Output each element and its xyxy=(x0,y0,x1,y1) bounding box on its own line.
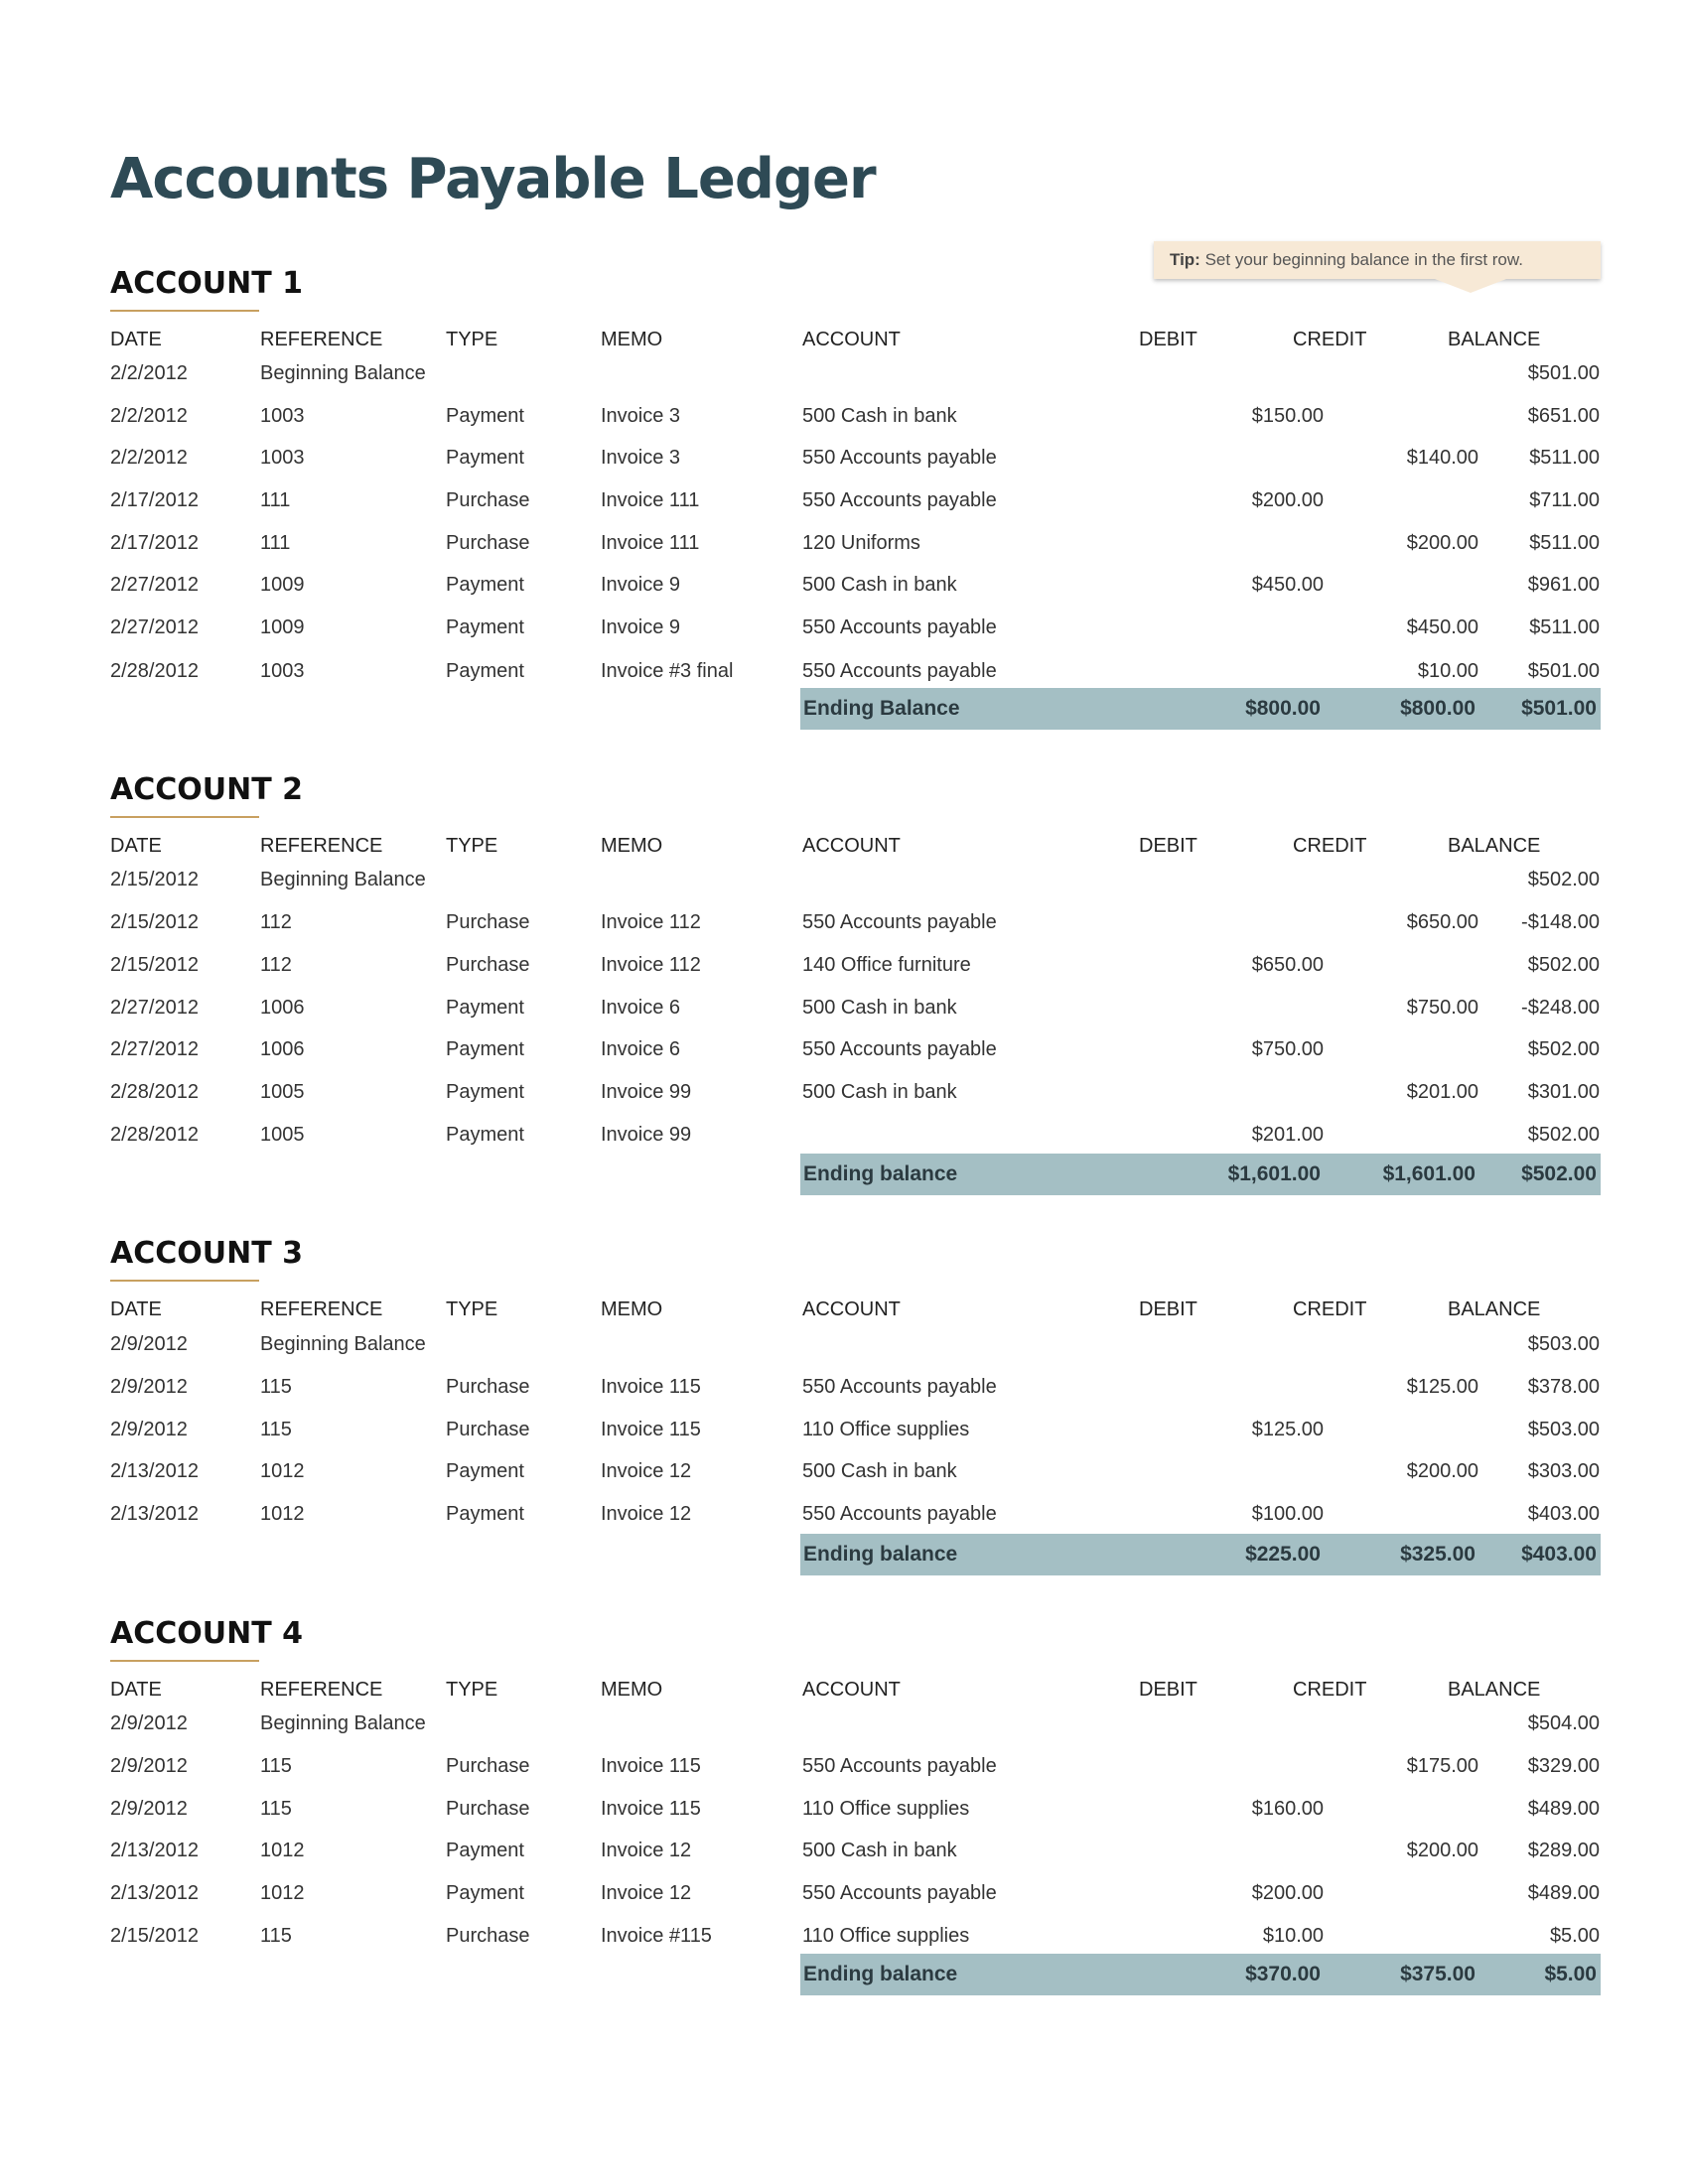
cell-memo: Invoice 99 xyxy=(601,1124,692,1146)
cell-memo: Invoice 6 xyxy=(601,1038,681,1060)
cell-type: Purchase xyxy=(446,489,530,511)
cell-debit: $100.00 xyxy=(1251,1503,1324,1525)
cell-debit: $450.00 xyxy=(1251,574,1324,596)
cell-reference: 1009 xyxy=(260,574,305,596)
account-title: ACCOUNT 2 xyxy=(110,772,304,807)
cell-debit: $201.00 xyxy=(1251,1124,1324,1146)
cell-date: 2/27/2012 xyxy=(110,616,199,638)
cell-reference: 1012 xyxy=(260,1840,305,1861)
cell-balance: $504.00 xyxy=(1527,1712,1600,1734)
cell-credit: $125.00 xyxy=(1406,1376,1478,1398)
cell-type: Purchase xyxy=(446,954,530,976)
cell-date: 2/9/2012 xyxy=(110,1376,188,1398)
cell-reference: 115 xyxy=(260,1755,292,1777)
cell-date: 2/17/2012 xyxy=(110,489,199,511)
cell-reference: 112 xyxy=(260,911,292,933)
cell-date: 2/9/2012 xyxy=(110,1333,188,1355)
cell-balance: $503.00 xyxy=(1527,1333,1600,1355)
ending-balance-row xyxy=(800,1154,1601,1195)
cell-credit: $200.00 xyxy=(1406,1460,1478,1482)
ledger-row xyxy=(110,1788,1600,1831)
ending-credit-total: $375.00 xyxy=(1400,1963,1476,1985)
column-header-balance: BALANCE xyxy=(1448,1679,1541,1701)
cell-date: 2/15/2012 xyxy=(110,911,199,933)
cell-account: 110 Office supplies xyxy=(802,1925,970,1947)
tip-callout xyxy=(1154,241,1601,279)
cell-debit: $200.00 xyxy=(1251,489,1324,511)
cell-type: Payment xyxy=(446,1038,524,1060)
cell-balance: -$248.00 xyxy=(1521,997,1600,1019)
cell-balance: $961.00 xyxy=(1527,574,1600,596)
column-header-memo: MEMO xyxy=(601,1679,663,1701)
column-header-credit: CREDIT xyxy=(1293,1679,1367,1701)
cell-reference: 1012 xyxy=(260,1460,305,1482)
account-title: ACCOUNT 1 xyxy=(110,266,304,301)
column-header-date: DATE xyxy=(110,835,162,857)
ledger-row xyxy=(110,1830,1600,1872)
column-header-debit: DEBIT xyxy=(1139,835,1197,857)
ending-balance-row xyxy=(800,688,1601,730)
ending-debit-total: $370.00 xyxy=(1245,1963,1321,1985)
cell-reference: 1012 xyxy=(260,1503,305,1525)
cell-account: 550 Accounts payable xyxy=(802,911,997,933)
ledger-row xyxy=(110,1745,1600,1788)
cell-credit: $10.00 xyxy=(1417,660,1478,682)
cell-memo: Invoice 12 xyxy=(601,1882,692,1904)
cell-memo: Invoice 115 xyxy=(601,1419,701,1440)
column-header-debit: DEBIT xyxy=(1139,1298,1197,1320)
account-title-underline xyxy=(110,1660,259,1662)
column-header-date: DATE xyxy=(110,329,162,350)
ending-balance-label: Ending balance xyxy=(803,1162,958,1185)
cell-date: 2/27/2012 xyxy=(110,574,199,596)
cell-date: 2/28/2012 xyxy=(110,1124,199,1146)
ledger-row xyxy=(110,1323,1600,1366)
column-header-type: TYPE xyxy=(446,835,498,857)
ledger-row xyxy=(110,522,1600,565)
cell-balance: $301.00 xyxy=(1527,1081,1600,1103)
cell-memo: Invoice 115 xyxy=(601,1798,701,1820)
cell-memo: Invoice 9 xyxy=(601,574,681,596)
cell-debit: $650.00 xyxy=(1251,954,1324,976)
column-header-account: ACCOUNT xyxy=(802,1298,901,1320)
cell-credit: $140.00 xyxy=(1406,447,1478,469)
cell-balance: $303.00 xyxy=(1527,1460,1600,1482)
cell-balance: $501.00 xyxy=(1527,660,1600,682)
ledger-row xyxy=(110,650,1600,693)
column-header-balance: BALANCE xyxy=(1448,329,1541,350)
cell-account: 110 Office supplies xyxy=(802,1419,970,1440)
column-header-date: DATE xyxy=(110,1679,162,1701)
cell-balance: $511.00 xyxy=(1529,447,1600,469)
ledger-row xyxy=(110,1450,1600,1493)
page-title: Accounts Payable Ledger xyxy=(110,147,876,211)
ending-credit-total: $325.00 xyxy=(1400,1543,1476,1566)
cell-account: 500 Cash in bank xyxy=(802,1460,957,1482)
cell-date: 2/13/2012 xyxy=(110,1882,199,1904)
cell-reference: 1003 xyxy=(260,405,305,427)
cell-balance: $502.00 xyxy=(1527,1038,1600,1060)
cell-memo: Invoice 112 xyxy=(601,911,701,933)
cell-reference: Beginning Balance xyxy=(260,362,426,384)
ledger-row xyxy=(110,352,1600,395)
column-header-type: TYPE xyxy=(446,1298,498,1320)
cell-date: 2/15/2012 xyxy=(110,954,199,976)
cell-date: 2/2/2012 xyxy=(110,362,188,384)
cell-account: 500 Cash in bank xyxy=(802,1840,957,1861)
cell-reference: 1003 xyxy=(260,660,305,682)
cell-reference: 115 xyxy=(260,1798,292,1820)
ending-balance-label: Ending Balance xyxy=(803,697,960,720)
cell-balance: $289.00 xyxy=(1527,1840,1600,1861)
cell-reference: 115 xyxy=(260,1419,292,1440)
cell-balance: $502.00 xyxy=(1527,954,1600,976)
cell-reference: Beginning Balance xyxy=(260,869,426,890)
cell-debit: $125.00 xyxy=(1251,1419,1324,1440)
cell-date: 2/13/2012 xyxy=(110,1503,199,1525)
cell-date: 2/2/2012 xyxy=(110,447,188,469)
cell-reference: 115 xyxy=(260,1376,292,1398)
tip-label: Tip: xyxy=(1170,250,1200,269)
cell-reference: 111 xyxy=(260,532,291,554)
cell-type: Payment xyxy=(446,1124,524,1146)
cell-balance: $501.00 xyxy=(1527,362,1600,384)
ending-debit-total: $1,601.00 xyxy=(1227,1162,1321,1185)
cell-debit: $150.00 xyxy=(1251,405,1324,427)
ending-credit-total: $800.00 xyxy=(1400,697,1476,720)
cell-debit: $160.00 xyxy=(1251,1798,1324,1820)
cell-account: 120 Uniforms xyxy=(802,532,920,554)
ledger-row xyxy=(110,901,1600,944)
cell-type: Payment xyxy=(446,1503,524,1525)
cell-account: 500 Cash in bank xyxy=(802,1081,957,1103)
column-header-balance: BALANCE xyxy=(1448,1298,1541,1320)
ledger-row xyxy=(110,944,1600,987)
ledger-row xyxy=(110,1703,1600,1745)
cell-date: 2/2/2012 xyxy=(110,405,188,427)
ending-balance-row xyxy=(800,1954,1601,1995)
column-header-date: DATE xyxy=(110,1298,162,1320)
cell-type: Purchase xyxy=(446,1925,530,1947)
cell-date: 2/9/2012 xyxy=(110,1755,188,1777)
cell-account: 500 Cash in bank xyxy=(802,405,957,427)
column-header-debit: DEBIT xyxy=(1139,329,1197,350)
cell-date: 2/15/2012 xyxy=(110,1925,199,1947)
cell-memo: Invoice 3 xyxy=(601,447,681,469)
cell-credit: $175.00 xyxy=(1406,1755,1478,1777)
column-header-memo: MEMO xyxy=(601,1298,663,1320)
cell-account: 140 Office furniture xyxy=(802,954,971,976)
ending-balance-total: $5.00 xyxy=(1544,1963,1597,1985)
cell-account: 500 Cash in bank xyxy=(802,997,957,1019)
ledger-row xyxy=(110,564,1600,607)
cell-type: Payment xyxy=(446,447,524,469)
cell-date: 2/15/2012 xyxy=(110,869,199,890)
cell-type: Payment xyxy=(446,997,524,1019)
cell-memo: Invoice 115 xyxy=(601,1376,701,1398)
cell-date: 2/28/2012 xyxy=(110,660,199,682)
ending-credit-total: $1,601.00 xyxy=(1382,1162,1476,1185)
ledger-row xyxy=(110,987,1600,1029)
cell-reference: 1009 xyxy=(260,616,305,638)
cell-memo: Invoice #115 xyxy=(601,1925,712,1947)
cell-account: 500 Cash in bank xyxy=(802,574,957,596)
cell-credit: $201.00 xyxy=(1406,1081,1478,1103)
cell-date: 2/13/2012 xyxy=(110,1460,199,1482)
ledger-row xyxy=(110,607,1600,649)
column-header-reference: REFERENCE xyxy=(260,1298,383,1320)
cell-date: 2/28/2012 xyxy=(110,1081,199,1103)
ledger-row xyxy=(110,1493,1600,1536)
cell-memo: Invoice 6 xyxy=(601,997,681,1019)
cell-balance: $403.00 xyxy=(1527,1503,1600,1525)
column-header-memo: MEMO xyxy=(601,835,663,857)
cell-date: 2/27/2012 xyxy=(110,997,199,1019)
cell-account: 550 Accounts payable xyxy=(802,447,997,469)
cell-reference: 112 xyxy=(260,954,292,976)
cell-account: 550 Accounts payable xyxy=(802,1503,997,1525)
cell-memo: Invoice 115 xyxy=(601,1755,701,1777)
cell-reference: 1006 xyxy=(260,997,305,1019)
column-header-reference: REFERENCE xyxy=(260,1679,383,1701)
cell-type: Purchase xyxy=(446,1419,530,1440)
ledger-row xyxy=(110,1071,1600,1114)
cell-date: 2/27/2012 xyxy=(110,1038,199,1060)
ledger-row xyxy=(110,859,1600,901)
cell-balance: -$148.00 xyxy=(1521,911,1600,933)
ledger-row xyxy=(110,1366,1600,1409)
cell-type: Purchase xyxy=(446,1798,530,1820)
cell-reference: 1012 xyxy=(260,1882,305,1904)
cell-memo: Invoice 99 xyxy=(601,1081,692,1103)
cell-type: Payment xyxy=(446,405,524,427)
ending-balance-label: Ending balance xyxy=(803,1963,958,1985)
ledger-row xyxy=(110,1409,1600,1451)
cell-date: 2/9/2012 xyxy=(110,1712,188,1734)
ledger-row xyxy=(110,395,1600,438)
ending-balance-total: $403.00 xyxy=(1521,1543,1597,1566)
cell-account: 550 Accounts payable xyxy=(802,1376,997,1398)
cell-debit: $10.00 xyxy=(1262,1925,1324,1947)
column-header-reference: REFERENCE xyxy=(260,835,383,857)
cell-reference: 1005 xyxy=(260,1081,305,1103)
cell-account: 110 Office supplies xyxy=(802,1798,970,1820)
cell-reference: Beginning Balance xyxy=(260,1712,426,1734)
account-title-underline xyxy=(110,310,259,312)
ending-balance-row xyxy=(800,1534,1601,1575)
cell-type: Purchase xyxy=(446,532,530,554)
ending-balance-total: $501.00 xyxy=(1521,697,1597,720)
ending-debit-total: $800.00 xyxy=(1245,697,1321,720)
cell-balance: $511.00 xyxy=(1529,616,1600,638)
cell-balance: $5.00 xyxy=(1549,1925,1600,1947)
cell-credit: $450.00 xyxy=(1406,616,1478,638)
cell-balance: $651.00 xyxy=(1527,405,1600,427)
cell-type: Payment xyxy=(446,1460,524,1482)
ledger-row xyxy=(110,479,1600,522)
cell-memo: Invoice 111 xyxy=(601,489,700,511)
cell-credit: $200.00 xyxy=(1406,1840,1478,1861)
cell-memo: Invoice #3 final xyxy=(601,660,734,682)
cell-account: 550 Accounts payable xyxy=(802,1038,997,1060)
cell-type: Payment xyxy=(446,660,524,682)
cell-credit: $750.00 xyxy=(1406,997,1478,1019)
cell-memo: Invoice 112 xyxy=(601,954,701,976)
cell-balance: $329.00 xyxy=(1527,1755,1600,1777)
cell-memo: Invoice 12 xyxy=(601,1840,692,1861)
cell-credit: $200.00 xyxy=(1406,532,1478,554)
ledger-row xyxy=(110,1114,1600,1157)
cell-reference: 115 xyxy=(260,1925,292,1947)
cell-type: Payment xyxy=(446,1840,524,1861)
cell-account: 550 Accounts payable xyxy=(802,660,997,682)
cell-memo: Invoice 12 xyxy=(601,1460,692,1482)
cell-type: Payment xyxy=(446,1081,524,1103)
cell-reference: Beginning Balance xyxy=(260,1333,426,1355)
account-title-underline xyxy=(110,1280,259,1282)
column-header-credit: CREDIT xyxy=(1293,329,1367,350)
cell-debit: $750.00 xyxy=(1251,1038,1324,1060)
cell-type: Payment xyxy=(446,1882,524,1904)
column-header-account: ACCOUNT xyxy=(802,329,901,350)
cell-account: 550 Accounts payable xyxy=(802,616,997,638)
tip-text: Set your beginning balance in the first row. xyxy=(1199,250,1523,269)
account-title: ACCOUNT 3 xyxy=(110,1236,304,1271)
column-header-memo: MEMO xyxy=(601,329,663,350)
cell-account: 550 Accounts payable xyxy=(802,1755,997,1777)
cell-reference: 1003 xyxy=(260,447,305,469)
cell-date: 2/9/2012 xyxy=(110,1798,188,1820)
cell-type: Purchase xyxy=(446,1755,530,1777)
cell-memo: Invoice 111 xyxy=(601,532,700,554)
cell-reference: 1005 xyxy=(260,1124,305,1146)
column-header-type: TYPE xyxy=(446,329,498,350)
column-header-type: TYPE xyxy=(446,1679,498,1701)
cell-debit: $200.00 xyxy=(1251,1882,1324,1904)
cell-type: Purchase xyxy=(446,1376,530,1398)
ledger-row xyxy=(110,437,1600,479)
column-header-debit: DEBIT xyxy=(1139,1679,1197,1701)
cell-type: Payment xyxy=(446,616,524,638)
cell-account: 550 Accounts payable xyxy=(802,1882,997,1904)
cell-date: 2/13/2012 xyxy=(110,1840,199,1861)
cell-balance: $502.00 xyxy=(1527,1124,1600,1146)
cell-balance: $503.00 xyxy=(1527,1419,1600,1440)
cell-balance: $489.00 xyxy=(1527,1882,1600,1904)
cell-balance: $489.00 xyxy=(1527,1798,1600,1820)
cell-balance: $378.00 xyxy=(1527,1376,1600,1398)
cell-account: 550 Accounts payable xyxy=(802,489,997,511)
cell-balance: $711.00 xyxy=(1529,489,1600,511)
cell-reference: 111 xyxy=(260,489,291,511)
column-header-reference: REFERENCE xyxy=(260,329,383,350)
account-title: ACCOUNT 4 xyxy=(110,1616,304,1651)
cell-memo: Invoice 9 xyxy=(601,616,681,638)
column-header-credit: CREDIT xyxy=(1293,835,1367,857)
ledger-row xyxy=(110,1872,1600,1915)
column-header-balance: BALANCE xyxy=(1448,835,1541,857)
tip-callout-pointer xyxy=(1435,279,1506,293)
cell-memo: Invoice 3 xyxy=(601,405,681,427)
ledger-row xyxy=(110,1915,1600,1958)
column-header-account: ACCOUNT xyxy=(802,835,901,857)
cell-type: Purchase xyxy=(446,911,530,933)
cell-date: 2/17/2012 xyxy=(110,532,199,554)
column-header-credit: CREDIT xyxy=(1293,1298,1367,1320)
cell-reference: 1006 xyxy=(260,1038,305,1060)
ending-balance-total: $502.00 xyxy=(1521,1162,1597,1185)
cell-type: Payment xyxy=(446,574,524,596)
ledger-row xyxy=(110,1028,1600,1071)
cell-balance: $502.00 xyxy=(1527,869,1600,890)
account-title-underline xyxy=(110,816,259,818)
cell-date: 2/9/2012 xyxy=(110,1419,188,1440)
cell-balance: $511.00 xyxy=(1529,532,1600,554)
cell-memo: Invoice 12 xyxy=(601,1503,692,1525)
ending-debit-total: $225.00 xyxy=(1245,1543,1321,1566)
column-header-account: ACCOUNT xyxy=(802,1679,901,1701)
ending-balance-label: Ending balance xyxy=(803,1543,958,1566)
cell-credit: $650.00 xyxy=(1406,911,1478,933)
